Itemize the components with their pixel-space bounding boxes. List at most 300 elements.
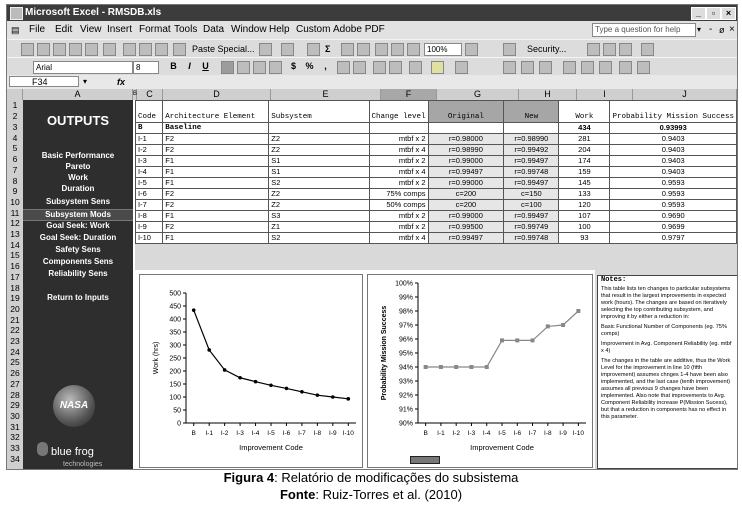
selected-cell-marker xyxy=(410,456,440,464)
cell-original[interactable]: r=0.99497 xyxy=(428,167,504,178)
row-header[interactable]: 28 xyxy=(10,389,20,400)
row-header[interactable]: 6 xyxy=(12,154,18,165)
nav-components-sens[interactable]: Components Sens xyxy=(42,257,114,266)
cut-icon[interactable] xyxy=(123,43,136,56)
row-header[interactable]: 21 xyxy=(10,314,20,325)
y-axis-label: Work (hrs) xyxy=(153,341,160,375)
data-point xyxy=(207,348,211,352)
data-point xyxy=(485,365,489,369)
permission-icon[interactable] xyxy=(69,43,82,56)
minimize-button[interactable]: _ xyxy=(691,7,706,20)
cell-code[interactable]: I-9 xyxy=(136,222,163,233)
data-point xyxy=(469,365,473,369)
baseline-code[interactable]: B xyxy=(136,123,163,134)
y-tick-label: 94% xyxy=(398,364,413,372)
increase-decimal-icon[interactable] xyxy=(337,61,350,74)
nasa-logo: NASA xyxy=(53,385,95,427)
cell-architecture-element[interactable]: F1 xyxy=(163,156,269,167)
controls-icon[interactable] xyxy=(587,43,600,56)
comma-button[interactable]: , xyxy=(324,61,327,71)
table-row xyxy=(136,145,737,156)
row-header[interactable]: 7 xyxy=(12,164,18,175)
sort-ascending-icon[interactable] xyxy=(341,43,354,56)
y-axis-label: Probability Mission Success xyxy=(381,305,388,401)
cell-work[interactable]: 159 xyxy=(559,167,610,178)
drawing-tools-icon[interactable] xyxy=(503,61,516,74)
y-tick-label: 50 xyxy=(173,407,181,415)
cell-change-level[interactable]: mtbf x 2 xyxy=(369,178,428,189)
x-tick-label: I-6 xyxy=(282,430,291,437)
chart-icon[interactable] xyxy=(407,43,420,56)
data-point xyxy=(439,365,443,369)
cell-subsystem[interactable]: Z2 xyxy=(269,200,369,211)
nav-subsystem-mods[interactable]: Subsystem Mods xyxy=(23,209,133,221)
cell-architecture-element[interactable]: F2 xyxy=(163,222,269,233)
delete-comment-icon[interactable] xyxy=(637,61,650,74)
y-tick-label: 350 xyxy=(169,329,181,337)
row-header[interactable]: 34 xyxy=(10,453,20,464)
menu-window[interactable]: Window xyxy=(231,24,267,35)
cell-code[interactable]: I-4 xyxy=(136,167,163,178)
column-header-g[interactable]: G xyxy=(437,89,519,100)
undo-icon[interactable] xyxy=(259,43,272,56)
cell-new[interactable]: r=0.99497 xyxy=(504,178,559,189)
security-button[interactable]: Security... xyxy=(527,44,567,54)
nav-reliability-sens[interactable]: Reliability Sens xyxy=(48,269,108,278)
blue-frog-icon xyxy=(37,442,48,456)
row-header[interactable]: 11 xyxy=(10,207,20,218)
name-box[interactable]: F34 xyxy=(9,76,79,87)
x-tick-label: I-10 xyxy=(572,430,584,437)
cell-probability[interactable]: 0.9403 xyxy=(610,167,737,178)
bold-button[interactable]: B xyxy=(170,61,177,71)
header-probability[interactable]: Probability Mission Success xyxy=(610,101,737,123)
cell-new[interactable]: c=150 xyxy=(504,189,559,200)
outputs-title: OUTPUTS xyxy=(46,113,110,128)
data-point xyxy=(331,395,335,399)
cell-subsystem[interactable]: Z2 xyxy=(269,134,369,145)
cell-change-level[interactable]: 50% comps xyxy=(369,200,428,211)
merge-center-icon[interactable] xyxy=(269,61,282,74)
cell-work[interactable]: 107 xyxy=(559,211,610,222)
highlight-icon[interactable] xyxy=(619,61,632,74)
column-header-i[interactable]: I xyxy=(577,89,633,100)
row-header[interactable]: 16 xyxy=(10,261,20,272)
notes-title: Notes: xyxy=(601,276,627,284)
window-title: Microsoft Excel - RMSDB.xls xyxy=(25,7,162,18)
cell-probability[interactable]: 0.9699 xyxy=(610,222,737,233)
zoom-box[interactable]: 100% xyxy=(424,43,462,56)
comment-icon[interactable] xyxy=(563,61,576,74)
blue-frog-tagline: technologies xyxy=(63,461,103,468)
row-header[interactable]: 23 xyxy=(10,336,20,346)
font-color-icon[interactable] xyxy=(455,61,468,74)
y-tick-label: 91% xyxy=(398,406,413,414)
column-header-c[interactable]: C xyxy=(137,89,163,100)
close-button[interactable]: × xyxy=(721,7,736,20)
cell-original[interactable]: r=0.99500 xyxy=(428,222,504,233)
header-change-level[interactable]: Change level xyxy=(369,101,428,123)
menu-adobe-pdf[interactable]: Adobe PDF xyxy=(333,24,385,35)
cell-code[interactable]: I-3 xyxy=(136,156,163,167)
cell-subsystem[interactable]: Z2 xyxy=(269,145,369,156)
y-tick-label: 98% xyxy=(398,308,413,316)
menu-file[interactable]: File xyxy=(29,24,46,35)
data-point xyxy=(316,393,320,397)
table-row xyxy=(136,178,737,189)
data-point xyxy=(561,323,565,327)
cell-code[interactable]: I-6 xyxy=(136,189,163,200)
cell-probability[interactable]: 0.9403 xyxy=(610,134,737,145)
column-header-a[interactable]: A xyxy=(23,89,133,100)
cell-subsystem[interactable]: Z2 xyxy=(269,189,369,200)
drawing-icon[interactable] xyxy=(391,43,404,56)
sheet-doc-icon[interactable]: ▤ xyxy=(11,25,20,35)
cell-change-level[interactable]: 75% comps xyxy=(369,189,428,200)
increase-indent-icon[interactable] xyxy=(389,61,402,74)
row-header[interactable]: 30 xyxy=(10,410,20,421)
sort-descending-icon[interactable] xyxy=(357,43,370,56)
menu-data[interactable]: Data xyxy=(203,24,225,35)
header-subsystem[interactable]: Subsystem xyxy=(269,101,369,123)
cell-architecture-element[interactable]: F2 xyxy=(163,200,269,211)
cell-original[interactable]: r=0.99000 xyxy=(428,178,504,189)
nav-basic-performance[interactable]: Basic Performance xyxy=(41,151,115,160)
menu-edit[interactable]: Edit xyxy=(55,24,73,35)
excel-app-icon xyxy=(10,7,23,20)
cell-change-level[interactable]: mtbf x 2 xyxy=(369,134,428,145)
y-tick-label: 97% xyxy=(398,322,413,330)
data-point xyxy=(546,324,550,328)
column-header-j[interactable]: J xyxy=(633,89,737,100)
name-box-dropdown-icon[interactable]: ▾ xyxy=(83,77,88,86)
header-architecture-element[interactable]: Architecture Element xyxy=(163,101,269,123)
menu-tools[interactable]: Tools xyxy=(174,24,198,35)
cell-new[interactable]: c=100 xyxy=(504,200,559,211)
cell-work[interactable]: 120 xyxy=(559,200,610,211)
row-header[interactable]: 4 xyxy=(12,132,18,143)
baseline-prob[interactable]: 0.93993 xyxy=(610,123,737,134)
row-header[interactable]: 17 xyxy=(10,271,20,282)
cell-work[interactable]: 174 xyxy=(559,156,610,167)
cell-work[interactable]: 145 xyxy=(559,178,610,189)
print-icon[interactable] xyxy=(85,43,98,56)
font-size-box[interactable]: 8 xyxy=(133,61,159,74)
cell-new[interactable]: r=0.99492 xyxy=(504,145,559,156)
cell-original[interactable]: c=200 xyxy=(428,189,504,200)
work-chart[interactable] xyxy=(139,274,363,468)
row-header[interactable]: 24 xyxy=(10,346,20,357)
cell-new[interactable]: r=0.98990 xyxy=(504,134,559,145)
table-row xyxy=(136,200,737,211)
baseline-new[interactable] xyxy=(504,123,559,134)
cell-architecture-element[interactable]: F1 xyxy=(163,211,269,222)
hyperlink-icon[interactable] xyxy=(307,43,320,56)
x-axis-label: Improvement Code xyxy=(470,443,534,452)
cell-work[interactable]: 93 xyxy=(559,233,610,244)
row-header[interactable]: 2 xyxy=(12,111,18,121)
cell-probability[interactable]: 0.9593 xyxy=(610,178,737,189)
cell-subsystem[interactable]: S3 xyxy=(269,211,369,222)
data-point xyxy=(454,365,458,369)
align-center-icon[interactable] xyxy=(237,61,250,74)
cell-change-level[interactable]: mtbf x 2 xyxy=(369,211,428,222)
row-header[interactable]: 14 xyxy=(10,239,20,250)
cell-subsystem[interactable]: S2 xyxy=(269,178,369,189)
baseline-subsystem[interactable] xyxy=(269,123,369,134)
row-header[interactable]: 29 xyxy=(10,400,20,411)
y-tick-label: 90% xyxy=(398,420,413,428)
open-icon[interactable] xyxy=(37,43,50,56)
baseline-original[interactable] xyxy=(428,123,504,134)
paste-special-button[interactable]: Paste Special... xyxy=(192,44,255,54)
subsystem-mods-table xyxy=(135,100,737,244)
row-header[interactable]: 27 xyxy=(10,378,20,389)
x-tick-label: I-7 xyxy=(298,430,306,437)
design-mode-icon[interactable] xyxy=(619,43,632,56)
y-tick-label: 200 xyxy=(169,368,181,376)
nav-work[interactable]: Work xyxy=(68,173,88,182)
cell-change-level[interactable]: mtbf x 2 xyxy=(369,156,428,167)
cell-change-level[interactable]: mtbf x 4 xyxy=(369,167,428,178)
cell-code[interactable]: I-8 xyxy=(136,211,163,222)
cell-subsystem[interactable]: S2 xyxy=(269,233,369,244)
cell-original[interactable]: r=0.99000 xyxy=(428,211,504,222)
cell-original[interactable]: r=0.99497 xyxy=(428,233,504,244)
notes-paragraph-1: This table lists ten changes to particular subsystems that result in the largest improvements in expected work (hours). The changes are based on iteratively selecting the top contributing subsystem, and improving it by either a reduction in: xyxy=(601,286,731,320)
nav-pareto[interactable]: Pareto xyxy=(65,162,91,171)
data-point xyxy=(300,390,304,394)
cell-new[interactable]: r=0.99749 xyxy=(504,222,559,233)
spelling-icon[interactable] xyxy=(103,43,116,56)
fill-color-icon[interactable] xyxy=(431,61,444,74)
cell-new[interactable]: r=0.99748 xyxy=(504,167,559,178)
x-tick-label: I-1 xyxy=(205,430,213,437)
blue-frog-brand: blue frog xyxy=(51,446,94,458)
row-header[interactable]: 22 xyxy=(10,325,20,336)
data-point xyxy=(576,309,580,313)
cell-original[interactable]: c=200 xyxy=(428,200,504,211)
table-row xyxy=(136,222,737,233)
currency-button[interactable]: $ xyxy=(290,61,296,71)
format-painter-icon[interactable] xyxy=(173,43,186,56)
row-header[interactable]: 25 xyxy=(10,357,20,368)
paste-icon[interactable] xyxy=(155,43,168,56)
cell-change-level[interactable]: mtbf x 4 xyxy=(369,145,428,156)
probability-chart-svg xyxy=(368,275,592,467)
cell-architecture-element[interactable]: F2 xyxy=(163,134,269,145)
cell-probability[interactable]: 0.9403 xyxy=(610,145,737,156)
cell-code[interactable]: I-2 xyxy=(136,145,163,156)
cell-architecture-element[interactable]: F2 xyxy=(163,145,269,156)
nav-goal-seek-duration[interactable]: Goal Seek: Duration xyxy=(39,233,117,242)
cell-code[interactable]: I-7 xyxy=(136,200,163,211)
nav-goal-seek-work[interactable]: Goal Seek: Work xyxy=(46,221,110,230)
cell-architecture-element[interactable]: F1 xyxy=(163,233,269,244)
work-chart-svg xyxy=(140,275,362,467)
row-header[interactable]: 8 xyxy=(12,175,18,186)
baseline-change[interactable] xyxy=(369,123,428,134)
cell-subsystem[interactable]: S1 xyxy=(269,167,369,178)
doc-minimize-icon[interactable]: - xyxy=(709,24,713,35)
cell-work[interactable]: 281 xyxy=(559,134,610,145)
baseline-label[interactable]: Baseline xyxy=(163,123,269,134)
y-tick-label: 92% xyxy=(398,392,413,400)
row-header[interactable]: 20 xyxy=(10,303,20,314)
decrease-decimal-icon[interactable] xyxy=(353,61,366,74)
column-header-h[interactable]: H xyxy=(519,89,577,100)
show-comments-icon[interactable] xyxy=(599,61,612,74)
copy-icon[interactable] xyxy=(139,43,152,56)
data-point xyxy=(254,380,258,384)
x-tick-label: I-10 xyxy=(342,430,354,437)
cell-architecture-element[interactable]: F1 xyxy=(163,167,269,178)
chart-wizard-icon[interactable] xyxy=(375,43,388,56)
doc-close-icon[interactable]: × xyxy=(729,24,735,35)
autosum-icon[interactable]: Σ xyxy=(325,44,331,54)
menu-format[interactable]: Format xyxy=(139,24,171,35)
column-header-e[interactable]: E xyxy=(271,89,381,100)
data-point xyxy=(515,338,519,342)
help-icon[interactable] xyxy=(465,43,478,56)
charts-area xyxy=(135,270,595,469)
redo-icon[interactable] xyxy=(281,43,294,56)
italic-button[interactable]: I xyxy=(188,61,191,71)
cell-probability[interactable]: 0.9403 xyxy=(610,156,737,167)
x-tick-label: I-3 xyxy=(467,430,476,437)
x-tick-label: I-6 xyxy=(513,430,522,437)
cell-new[interactable]: r=0.99497 xyxy=(504,211,559,222)
align-left-icon[interactable] xyxy=(221,61,234,74)
track-changes-icon[interactable] xyxy=(539,61,552,74)
align-right-icon[interactable] xyxy=(253,61,266,74)
header-new[interactable]: New xyxy=(504,101,559,123)
data-point xyxy=(223,368,227,372)
cell-original[interactable]: r=0.99000 xyxy=(428,156,504,167)
cell-original[interactable]: r=0.98990 xyxy=(428,145,504,156)
borders-icon[interactable] xyxy=(409,61,422,74)
row-header[interactable]: 10 xyxy=(10,196,20,207)
nav-subsystem-sens[interactable]: Subsystem Sens xyxy=(45,197,111,206)
row-header[interactable]: 33 xyxy=(10,443,20,453)
row-header[interactable]: 31 xyxy=(10,421,20,432)
cell-work[interactable]: 133 xyxy=(559,189,610,200)
cell-probability[interactable]: 0.9593 xyxy=(610,189,737,200)
y-tick-label: 95% xyxy=(398,350,413,358)
probability-chart[interactable] xyxy=(367,274,593,468)
menu-insert[interactable]: Insert xyxy=(107,24,133,35)
menu-custom[interactable]: Custom xyxy=(296,24,331,35)
x-tick-label: I-7 xyxy=(528,430,537,437)
cell-change-level[interactable]: mtbf x 4 xyxy=(369,233,428,244)
cell-probability[interactable]: 0.9593 xyxy=(610,200,737,211)
row-header[interactable]: 5 xyxy=(12,143,18,154)
cell-change-level[interactable]: mtbf x 2 xyxy=(369,222,428,233)
caption-label: Figura 4 xyxy=(223,470,275,485)
cell-probability[interactable]: 0.9797 xyxy=(610,233,737,244)
header-code[interactable]: Code xyxy=(136,101,163,123)
row-header[interactable]: 32 xyxy=(10,432,20,443)
help-dropdown-icon[interactable]: ▾ xyxy=(697,25,702,34)
nav-safety-sens[interactable]: Safety Sens xyxy=(55,245,101,254)
menu-help[interactable]: Help xyxy=(269,24,290,35)
header-work[interactable]: Work xyxy=(559,101,610,123)
table-row xyxy=(136,211,737,222)
cell-code[interactable]: I-10 xyxy=(136,233,163,244)
underline-button[interactable]: U xyxy=(202,61,209,71)
y-tick-label: 99% xyxy=(398,294,413,302)
cell-code[interactable]: I-1 xyxy=(136,134,163,145)
help-question-input[interactable]: Type a question for help xyxy=(592,23,696,37)
baseline-work[interactable]: 434 xyxy=(559,123,610,134)
table-header-row xyxy=(136,101,737,123)
save-icon[interactable] xyxy=(53,43,66,56)
cell-subsystem[interactable]: Z1 xyxy=(269,222,369,233)
data-point xyxy=(346,397,350,401)
cell-architecture-element[interactable]: F2 xyxy=(163,189,269,200)
row-header[interactable]: 12 xyxy=(10,218,20,229)
macro-icon[interactable] xyxy=(503,43,516,56)
column-header-d[interactable]: D xyxy=(163,89,271,100)
research-icon[interactable] xyxy=(641,43,654,56)
x-tick-label: I-2 xyxy=(220,430,229,437)
data-point xyxy=(238,376,242,380)
menu-view[interactable]: View xyxy=(80,24,102,35)
row-header[interactable]: 19 xyxy=(10,293,20,304)
row-header[interactable]: 13 xyxy=(10,229,20,239)
row-header[interactable]: 26 xyxy=(10,368,20,379)
nav-duration[interactable]: Duration xyxy=(61,184,95,193)
cell-work[interactable]: 204 xyxy=(559,145,610,156)
row-header[interactable]: 1 xyxy=(12,100,18,110)
select-all-corner[interactable] xyxy=(7,89,23,100)
cell-new[interactable]: r=0.99497 xyxy=(504,156,559,167)
row-header[interactable]: 3 xyxy=(12,122,18,132)
cell-code[interactable]: I-5 xyxy=(136,178,163,189)
vb-editor-icon[interactable] xyxy=(603,43,616,56)
y-tick-label: 300 xyxy=(169,342,181,350)
cell-work[interactable]: 100 xyxy=(559,222,610,233)
cell-new[interactable]: r=0.99748 xyxy=(504,233,559,244)
new-icon[interactable] xyxy=(21,43,34,56)
font-name-box[interactable]: Arial xyxy=(33,61,133,74)
figure-caption xyxy=(0,469,742,503)
column-header-b[interactable]: B xyxy=(133,89,137,100)
x-tick-label: I-5 xyxy=(267,430,275,437)
column-header-f[interactable]: F xyxy=(381,89,437,100)
restore-button[interactable]: ▫ xyxy=(706,7,721,20)
outputs-sidebar xyxy=(23,100,133,469)
cell-original[interactable]: r=0.98000 xyxy=(428,134,504,145)
x-tick-label: I-5 xyxy=(498,430,506,437)
decrease-indent-icon[interactable] xyxy=(373,61,386,74)
doc-restore-icon[interactable]: ø xyxy=(719,25,725,35)
row-header[interactable]: 15 xyxy=(10,250,20,261)
cell-architecture-element[interactable]: F1 xyxy=(163,178,269,189)
cell-subsystem[interactable]: S1 xyxy=(269,156,369,167)
header-original[interactable]: Original xyxy=(428,101,504,123)
table-row xyxy=(136,167,737,178)
percent-button[interactable]: % xyxy=(305,61,314,71)
nav-return-to-inputs[interactable]: Return to Inputs xyxy=(47,293,109,302)
next-comment-icon[interactable] xyxy=(581,61,594,74)
fx-icon[interactable]: fx xyxy=(117,77,126,87)
reviewing-icon[interactable] xyxy=(521,61,534,74)
data-point xyxy=(500,338,504,342)
cell-probability[interactable]: 0.9690 xyxy=(610,211,737,222)
row-header[interactable]: 18 xyxy=(10,282,20,293)
row-header[interactable]: 9 xyxy=(12,186,18,197)
